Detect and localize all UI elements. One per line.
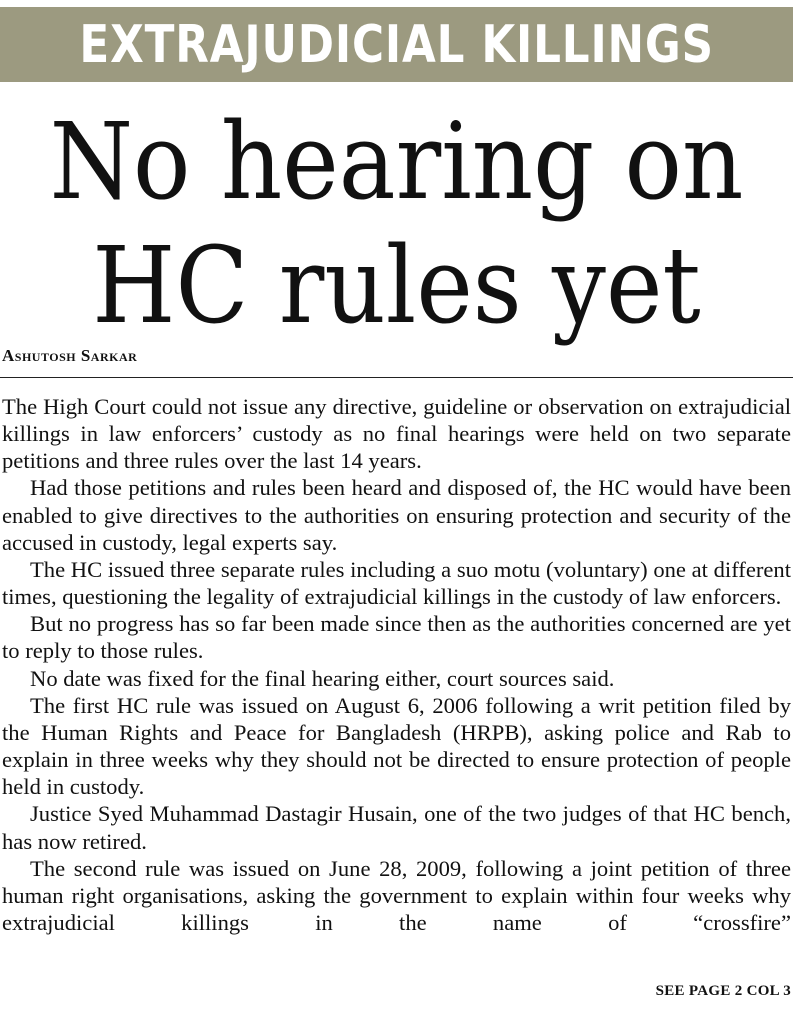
article-paragraph-3: The HC issued three separate rules including a suo motu (voluntary) one at different times, questioning the legality of extrajudicial killings in the custody of law enforcers. xyxy=(2,556,791,610)
article-paragraph-2: Had those petitions and rules been heard and disposed of, the HC would have been enabled to give directives to the authorities on ensuring protection and security of the accused in custody, legal experts say. xyxy=(2,475,791,555)
article-paragraph-5: No date was fixed for the final hearing either, court sources said. xyxy=(30,665,615,691)
section-kicker: EXTRAJUDICIAL KILLINGS xyxy=(79,14,714,75)
byline: Ashutosh Sarkar xyxy=(2,346,138,365)
article-paragraph-6: The first HC rule was issued on August 6, 2006 following a writ petition filed by the Human Rights and Peace for Bangladesh (HRPB), asking police and Rab to explain in three weeks why they should not be directed to ensure protection of people held in custody. xyxy=(2,692,791,800)
section-kicker-banner xyxy=(0,7,793,82)
article-paragraph-7: Justice Syed Muhammad Dastagir Husain, one of the two judges of that HC bench, has now retired. xyxy=(2,801,791,854)
headline-line-1: No hearing on xyxy=(49,100,744,223)
headline xyxy=(40,100,754,348)
continuation-jump-line: SEE PAGE 2 COL 3 xyxy=(655,983,791,999)
byline-divider xyxy=(0,377,793,378)
headline-line-2: HC rules yet xyxy=(92,224,701,347)
article-paragraph-4: But no progress has so far been made since then as the authorities concerned are yet to reply to those rules. xyxy=(2,611,791,664)
article-paragraph-1: The High Court could not issue any directive, guideline or observation on extrajudicial killings in law enforcers’ custody as no final hearings were held on two separate petitions and three rules over the last 14 years. xyxy=(2,394,791,474)
article-body xyxy=(2,393,791,936)
article-paragraph-8: The second rule was issued on June 28, 2009, following a joint petition of three human right organisations, asking the government to explain within four weeks why extrajudicial killings in the name of “crossfire” xyxy=(2,855,791,935)
